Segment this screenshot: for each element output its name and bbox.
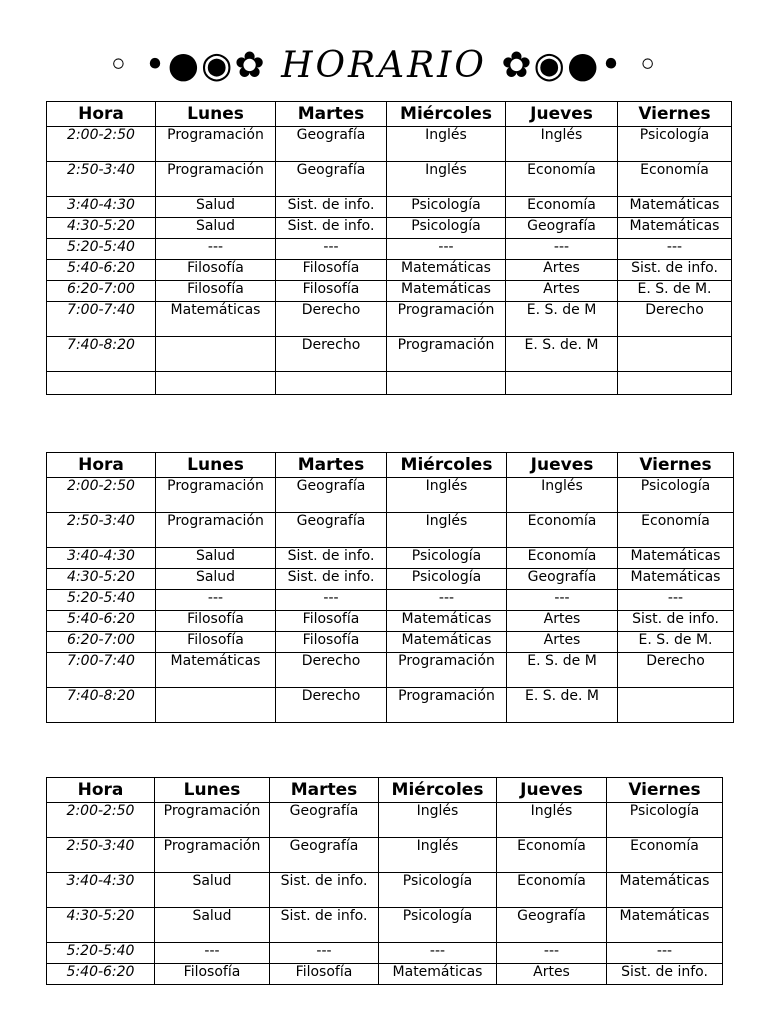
table-header-row (47, 778, 723, 803)
header-hora: Hora (47, 778, 155, 803)
cell-subject: --- (276, 590, 387, 611)
table-header-row (47, 102, 732, 127)
cell-subject: Geografía (276, 162, 387, 197)
cell-subject: --- (618, 239, 732, 260)
cell-subject: Matemáticas (156, 653, 276, 688)
cell-subject: Psicología (387, 197, 506, 218)
cell-subject: Inglés (497, 803, 607, 838)
cell-time: 3:40-4:30 (47, 873, 155, 908)
cell-empty (387, 372, 506, 395)
cell-subject: Inglés (379, 803, 497, 838)
cell-subject: --- (270, 943, 379, 964)
cell-subject: Geografía (276, 513, 387, 548)
cell-subject: Artes (497, 964, 607, 985)
cell-subject: Artes (507, 611, 618, 632)
cell-subject: E. S. de. M (506, 337, 618, 372)
cell-subject: Geografía (270, 838, 379, 873)
cell-subject: Inglés (379, 838, 497, 873)
cell-time: 5:20-5:40 (47, 943, 155, 964)
table-row (47, 127, 732, 162)
schedule-table-1 (46, 101, 732, 395)
cell-subject: Filosofía (276, 260, 387, 281)
cell-subject: Matemáticas (618, 548, 734, 569)
table-row-empty (47, 372, 732, 395)
cell-subject: --- (506, 239, 618, 260)
cell-subject: Psicología (387, 569, 507, 590)
cell-empty (276, 372, 387, 395)
cell-time: 2:00-2:50 (47, 127, 156, 162)
cell-subject: Artes (507, 632, 618, 653)
table-row (47, 964, 723, 985)
table-row (47, 197, 732, 218)
cell-subject: --- (379, 943, 497, 964)
table-row (47, 260, 732, 281)
cell-subject: Filosofía (270, 964, 379, 985)
cell-subject: Programación (155, 838, 270, 873)
cell-subject: Programación (387, 337, 506, 372)
table-row (47, 218, 732, 239)
cell-time: 4:30-5:20 (47, 218, 156, 239)
cell-subject: Geografía (276, 127, 387, 162)
cell-time: 2:00-2:50 (47, 478, 156, 513)
cell-subject: Psicología (379, 873, 497, 908)
table-row (47, 281, 732, 302)
cell-time: 6:20-7:00 (47, 632, 156, 653)
cell-subject: --- (618, 590, 734, 611)
cell-empty (156, 372, 276, 395)
cell-subject: Matemáticas (387, 260, 506, 281)
cell-subject: Programación (387, 653, 507, 688)
table-header-row (47, 453, 734, 478)
header-lunes: Lunes (156, 453, 276, 478)
cell-empty (506, 372, 618, 395)
cell-subject: --- (387, 239, 506, 260)
cell-subject: --- (156, 239, 276, 260)
cell-subject: Economía (507, 548, 618, 569)
cell-subject: Filosofía (156, 632, 276, 653)
cell-subject: Psicología (387, 218, 506, 239)
header-jueves: Jueves (507, 453, 618, 478)
cell-time: 2:50-3:40 (47, 513, 156, 548)
cell-subject: Programación (156, 127, 276, 162)
header-miercoles: Miércoles (379, 778, 497, 803)
cell-time: 2:50-3:40 (47, 838, 155, 873)
table-row (47, 513, 734, 548)
table-row (47, 653, 734, 688)
table-row (47, 611, 734, 632)
cell-subject: Geografía (506, 218, 618, 239)
cell-subject: Filosofía (156, 260, 276, 281)
cell-time: 7:00-7:40 (47, 653, 156, 688)
cell-subject: Salud (156, 218, 276, 239)
header-martes: Martes (276, 453, 387, 478)
cell-subject: Matemáticas (387, 281, 506, 302)
cell-time: 3:40-4:30 (47, 197, 156, 218)
cell-subject: Inglés (387, 127, 506, 162)
header-viernes: Viernes (607, 778, 723, 803)
cell-subject: Inglés (507, 478, 618, 513)
header-miercoles: Miércoles (387, 453, 507, 478)
cell-subject: Geografía (270, 803, 379, 838)
schedule-table-2 (46, 452, 734, 723)
page-title (0, 40, 768, 92)
cell-subject: Inglés (387, 513, 507, 548)
cell-subject: Sist. de info. (276, 548, 387, 569)
cell-subject: Inglés (506, 127, 618, 162)
header-viernes: Viernes (618, 102, 732, 127)
cell-subject: E. S. de M (507, 653, 618, 688)
table-row (47, 239, 732, 260)
cell-subject (156, 337, 276, 372)
header-martes: Martes (276, 102, 387, 127)
cell-subject: Economía (618, 513, 734, 548)
title-right-ornament: ✿◉●• ◦ (501, 45, 661, 86)
table-row (47, 302, 732, 337)
cell-time: 3:40-4:30 (47, 548, 156, 569)
cell-subject: Salud (156, 569, 276, 590)
header-hora: Hora (47, 453, 156, 478)
cell-subject: --- (387, 590, 507, 611)
cell-subject: Derecho (276, 653, 387, 688)
cell-subject: Matemáticas (618, 197, 732, 218)
cell-subject: Salud (155, 873, 270, 908)
cell-empty (47, 372, 156, 395)
table-row (47, 688, 734, 723)
header-viernes: Viernes (618, 453, 734, 478)
table-row (47, 548, 734, 569)
cell-subject: Programación (156, 478, 276, 513)
cell-subject: --- (276, 239, 387, 260)
cell-subject: Matemáticas (607, 908, 723, 943)
cell-subject: Salud (156, 548, 276, 569)
cell-subject: Economía (497, 873, 607, 908)
cell-time: 5:20-5:40 (47, 239, 156, 260)
cell-subject: Filosofía (156, 611, 276, 632)
cell-subject: Matemáticas (387, 632, 507, 653)
table-row (47, 908, 723, 943)
table-row (47, 569, 734, 590)
cell-subject: Economía (618, 162, 732, 197)
header-miercoles: Miércoles (387, 102, 506, 127)
cell-subject: Sist. de info. (276, 569, 387, 590)
cell-subject: Programación (156, 513, 276, 548)
cell-subject: Economía (506, 162, 618, 197)
cell-subject: Psicología (618, 478, 734, 513)
cell-time: 5:40-6:20 (47, 260, 156, 281)
cell-subject: Economía (497, 838, 607, 873)
cell-subject: Sist. de info. (618, 260, 732, 281)
cell-subject: Psicología (379, 908, 497, 943)
cell-empty (618, 372, 732, 395)
table-row (47, 162, 732, 197)
cell-time: 7:40-8:20 (47, 688, 156, 723)
cell-subject: Sist. de info. (276, 218, 387, 239)
cell-time: 4:30-5:20 (47, 908, 155, 943)
cell-subject: --- (497, 943, 607, 964)
table-row (47, 590, 734, 611)
cell-subject: Matemáticas (607, 873, 723, 908)
cell-subject: Matemáticas (156, 302, 276, 337)
cell-subject (618, 337, 732, 372)
cell-subject: Salud (155, 908, 270, 943)
cell-subject: Inglés (387, 162, 506, 197)
cell-subject: Derecho (276, 302, 387, 337)
cell-subject: --- (155, 943, 270, 964)
cell-subject: Derecho (276, 337, 387, 372)
cell-subject: --- (607, 943, 723, 964)
table-row (47, 632, 734, 653)
title-text: HORARIO (281, 45, 487, 86)
cell-subject: Filosofía (276, 281, 387, 302)
cell-subject: Geografía (507, 569, 618, 590)
cell-subject: Matemáticas (618, 569, 734, 590)
cell-subject: E. S. de. M (507, 688, 618, 723)
cell-subject: Filosofía (156, 281, 276, 302)
cell-subject: Matemáticas (618, 218, 732, 239)
cell-subject: Derecho (276, 688, 387, 723)
cell-subject: Inglés (387, 478, 507, 513)
header-martes: Martes (270, 778, 379, 803)
cell-subject (618, 688, 734, 723)
cell-time: 7:00-7:40 (47, 302, 156, 337)
header-jueves: Jueves (506, 102, 618, 127)
table-row (47, 873, 723, 908)
cell-time: 2:00-2:50 (47, 803, 155, 838)
header-jueves: Jueves (497, 778, 607, 803)
cell-subject: Sist. de info. (276, 197, 387, 218)
cell-time: 6:20-7:00 (47, 281, 156, 302)
cell-subject: Salud (156, 197, 276, 218)
table-row (47, 478, 734, 513)
cell-subject: Artes (506, 260, 618, 281)
table-row (47, 803, 723, 838)
cell-subject (156, 688, 276, 723)
cell-subject: E. S. de M (506, 302, 618, 337)
table-row (47, 838, 723, 873)
cell-subject: Filosofía (276, 632, 387, 653)
cell-time: 5:20-5:40 (47, 590, 156, 611)
cell-subject: Sist. de info. (270, 873, 379, 908)
cell-subject: --- (507, 590, 618, 611)
cell-subject: Artes (506, 281, 618, 302)
cell-subject: --- (156, 590, 276, 611)
schedule-table-3 (46, 777, 723, 985)
cell-time: 5:40-6:20 (47, 964, 155, 985)
cell-subject: Sist. de info. (607, 964, 723, 985)
cell-subject: Economía (506, 197, 618, 218)
cell-subject: Psicología (607, 803, 723, 838)
cell-subject: Geografía (497, 908, 607, 943)
cell-time: 7:40-8:20 (47, 337, 156, 372)
header-hora: Hora (47, 102, 156, 127)
cell-subject: Matemáticas (379, 964, 497, 985)
cell-subject: Programación (155, 803, 270, 838)
cell-subject: Matemáticas (387, 611, 507, 632)
cell-subject: Economía (507, 513, 618, 548)
cell-subject: E. S. de M. (618, 632, 734, 653)
cell-time: 5:40-6:20 (47, 611, 156, 632)
cell-subject: Filosofía (155, 964, 270, 985)
cell-subject: Geografía (276, 478, 387, 513)
table-row (47, 943, 723, 964)
cell-subject: Derecho (618, 302, 732, 337)
cell-subject: Programación (387, 688, 507, 723)
table-row (47, 337, 732, 372)
cell-subject: Sist. de info. (618, 611, 734, 632)
cell-subject: Psicología (618, 127, 732, 162)
cell-subject: Psicología (387, 548, 507, 569)
cell-time: 4:30-5:20 (47, 569, 156, 590)
cell-subject: Economía (607, 838, 723, 873)
cell-subject: Filosofía (276, 611, 387, 632)
cell-subject: Programación (387, 302, 506, 337)
cell-subject: E. S. de M. (618, 281, 732, 302)
cell-subject: Programación (156, 162, 276, 197)
cell-subject: Sist. de info. (270, 908, 379, 943)
cell-subject: Derecho (618, 653, 734, 688)
header-lunes: Lunes (156, 102, 276, 127)
header-lunes: Lunes (155, 778, 270, 803)
cell-time: 2:50-3:40 (47, 162, 156, 197)
title-left-ornament: ◦ •●◉✿ (107, 45, 267, 86)
